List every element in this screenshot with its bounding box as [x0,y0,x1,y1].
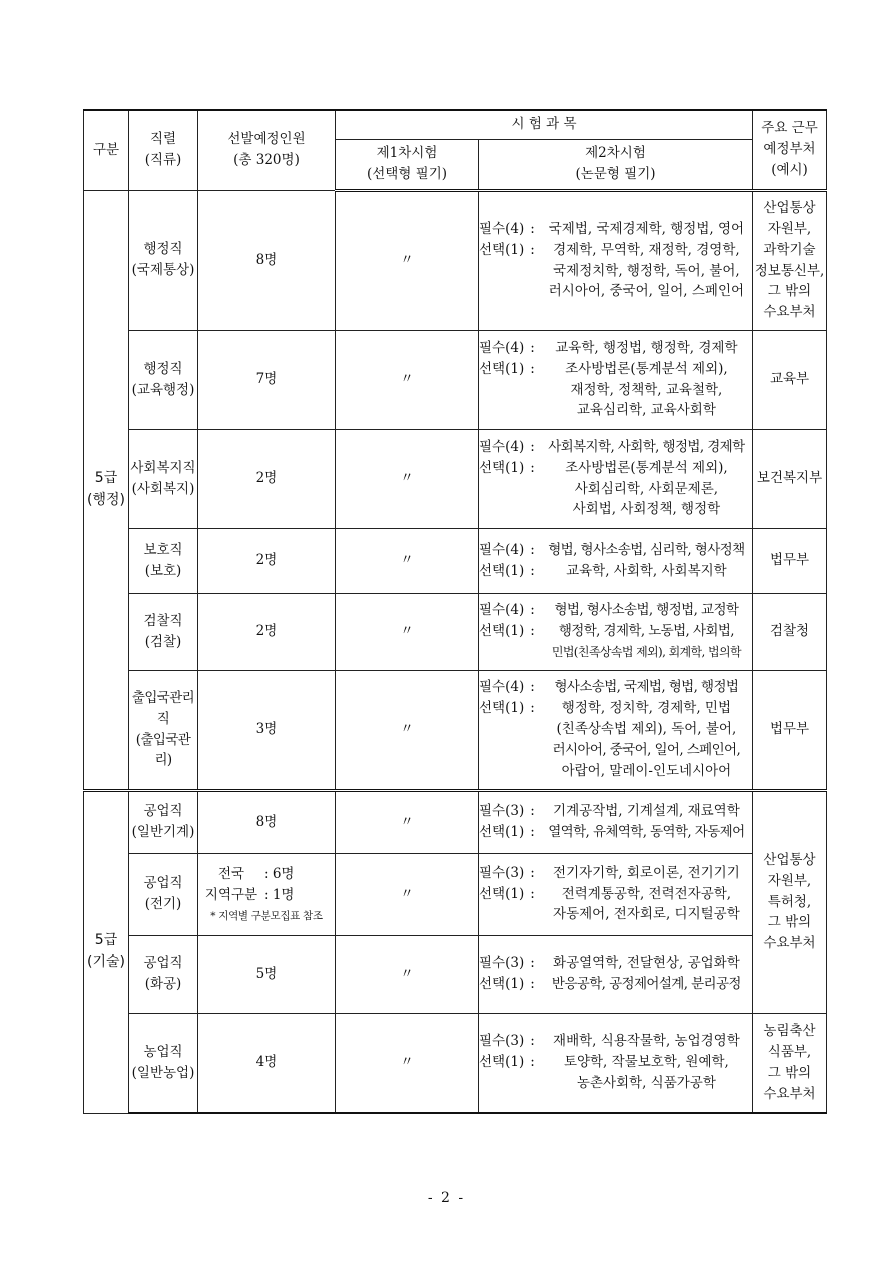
exam2-cell: 필수(3) : 재배학, 식용작물학, 농업경영학 선택(1) : 토양학, 작물보호학, 원예학, 농촌사회학, 식품가공학 [479,1013,753,1113]
table-row [84,1013,827,1113]
page-number: - 2 - [427,1190,466,1206]
dept-cell: 산업통상 자원부, 특허청, 그 밖의 수요부처 [753,790,827,1013]
quota-cell: 4명 [198,1013,336,1113]
position-cell: 행정직 (국제통상) [129,190,198,330]
exam1-cell: 〃 [336,935,479,1013]
exam2-cell: 필수(4) : 형법, 형사소송법, 행정법, 교정학 선택(1) : 행정학, 경제학, 노동법, 사회법, 민법(친족상속법 제외), 회계학, 법의학 [479,593,753,670]
position-cell: 보호직 (보호) [129,528,198,593]
exam2-cell: 필수(3) : 화공열역학, 전달현상, 공업화학 선택(1) : 반응공학, 공정제어설계, 분리공정 [479,935,753,1013]
dept-cell: 검찰청 [753,593,827,670]
quota-cell: 2명 [198,593,336,670]
exam2-cell: 필수(3) : 기계공작법, 기계설계, 재료역학 선택(1) : 열역학, 유체역학, 동역학, 자동제어 [479,790,753,853]
group-admin: 5급 (행정) [84,190,129,790]
region-note: * 지역별 구분모집표 참조 [210,909,323,922]
exam2-cell: 필수(4) : 교육학, 행정법, 행정학, 경제학 선택(1) : 조사방법론(통계분석 제외), 재정학, 정책학, 교육철학, 교육심리학, 교육사회학 [479,330,753,429]
table-row [84,593,827,670]
header-quota: 선발예정인원 (총 320명) [198,110,336,190]
position-cell: 공업직 (전기) [129,853,198,935]
table-row [84,935,827,1013]
quota-cell: 8명 [198,790,336,853]
exam-subjects-table [83,109,827,1114]
header-subjects: 시 험 과 목 [336,110,753,139]
quota-cell: 5명 [198,935,336,1013]
group-tech: 5급 (기술) [84,790,129,1113]
position-cell: 행정직 (교육행정) [129,330,198,429]
quota-cell: 2명 [198,429,336,528]
exam1-cell: 〃 [336,670,479,790]
dept-cell: 농림축산 식품부, 그 밖의 수요부처 [753,1013,827,1113]
table-row [84,853,827,935]
exam2-cell: 필수(3) : 전기자기학, 회로이론, 전기기기 선택(1) : 전력계통공학, 전력전자공학, 자동제어, 전자회로, 디지털공학 [479,853,753,935]
position-cell: 검찰직 (검찰) [129,593,198,670]
header-dept: 주요 근무 예정부처 (예시) [753,110,827,190]
dept-cell: 보건복지부 [753,429,827,528]
header-exam2: 제2차시험 (논문형 필기) [479,139,753,190]
position-cell: 공업직 (화공) [129,935,198,1013]
quota-cell: 2명 [198,528,336,593]
dept-cell: 교육부 [753,330,827,429]
table-row [84,528,827,593]
exam2-cell: 필수(4) : 사회복지학, 사회학, 행정법, 경제학 선택(1) : 조사방법론(통계분석 제외), 사회심리학, 사회문제론, 사회법, 사회정책, 행정학 [479,429,753,528]
exam1-cell: 〃 [336,330,479,429]
exam1-cell: 〃 [336,190,479,330]
exam1-cell: 〃 [336,1013,479,1113]
dept-cell: 산업통상 자원부, 과학기술 정보통신부, 그 밖의 수요부처 [753,190,827,330]
table-row [84,790,827,853]
exam1-cell: 〃 [336,528,479,593]
exam2-cell: 필수(4) : 형사소송법, 국제법, 형법, 행정법 선택(1) : 행정학, 정치학, 경제학, 민법 (친족상속법 제외), 독어, 불어, 러시아어, 중국어, 일어, 스페인어, 아랍어, 말레이-인도네시아어 [479,670,753,790]
exam1-cell: 〃 [336,853,479,935]
header-division: 구분 [84,110,129,190]
exam2-cell: 필수(4) : 형법, 형사소송법, 심리학, 형사정책 선택(1) : 교육학, 사회학, 사회복지학 [479,528,753,593]
exam1-cell: 〃 [336,593,479,670]
dept-cell: 법무부 [753,670,827,790]
table-row [84,330,827,429]
exam2-cell: 필수(4) : 국제법, 국제경제학, 행정법, 영어 선택(1) : 경제학, 무역학, 재정학, 경영학, 국제정치학, 행정학, 독어, 불어, 러시아어, 중국어, 일어, 스페인어 [479,190,753,330]
exam1-cell: 〃 [336,429,479,528]
table-row [84,670,827,790]
quota-cell: 8명 [198,190,336,330]
position-cell: 출입국관리직 (출입국관리) [129,670,198,790]
dept-cell: 법무부 [753,528,827,593]
position-cell: 공업직 (일반기계) [129,790,198,853]
header-position: 직렬 (직류) [129,110,198,190]
position-cell: 농업직 (일반농업) [129,1013,198,1113]
table-row [84,429,827,528]
position-cell: 사회복지직 (사회복지) [129,429,198,528]
quota-cell: 3명 [198,670,336,790]
table-row [84,190,827,330]
quota-cell: 7명 [198,330,336,429]
exam1-cell: 〃 [336,790,479,853]
quota-cell-regional: 전국 : 6명 지역구분 : 1명 * 지역별 구분모집표 참조 [198,853,336,935]
header-exam1: 제1차시험 (선택형 필기) [336,139,479,190]
